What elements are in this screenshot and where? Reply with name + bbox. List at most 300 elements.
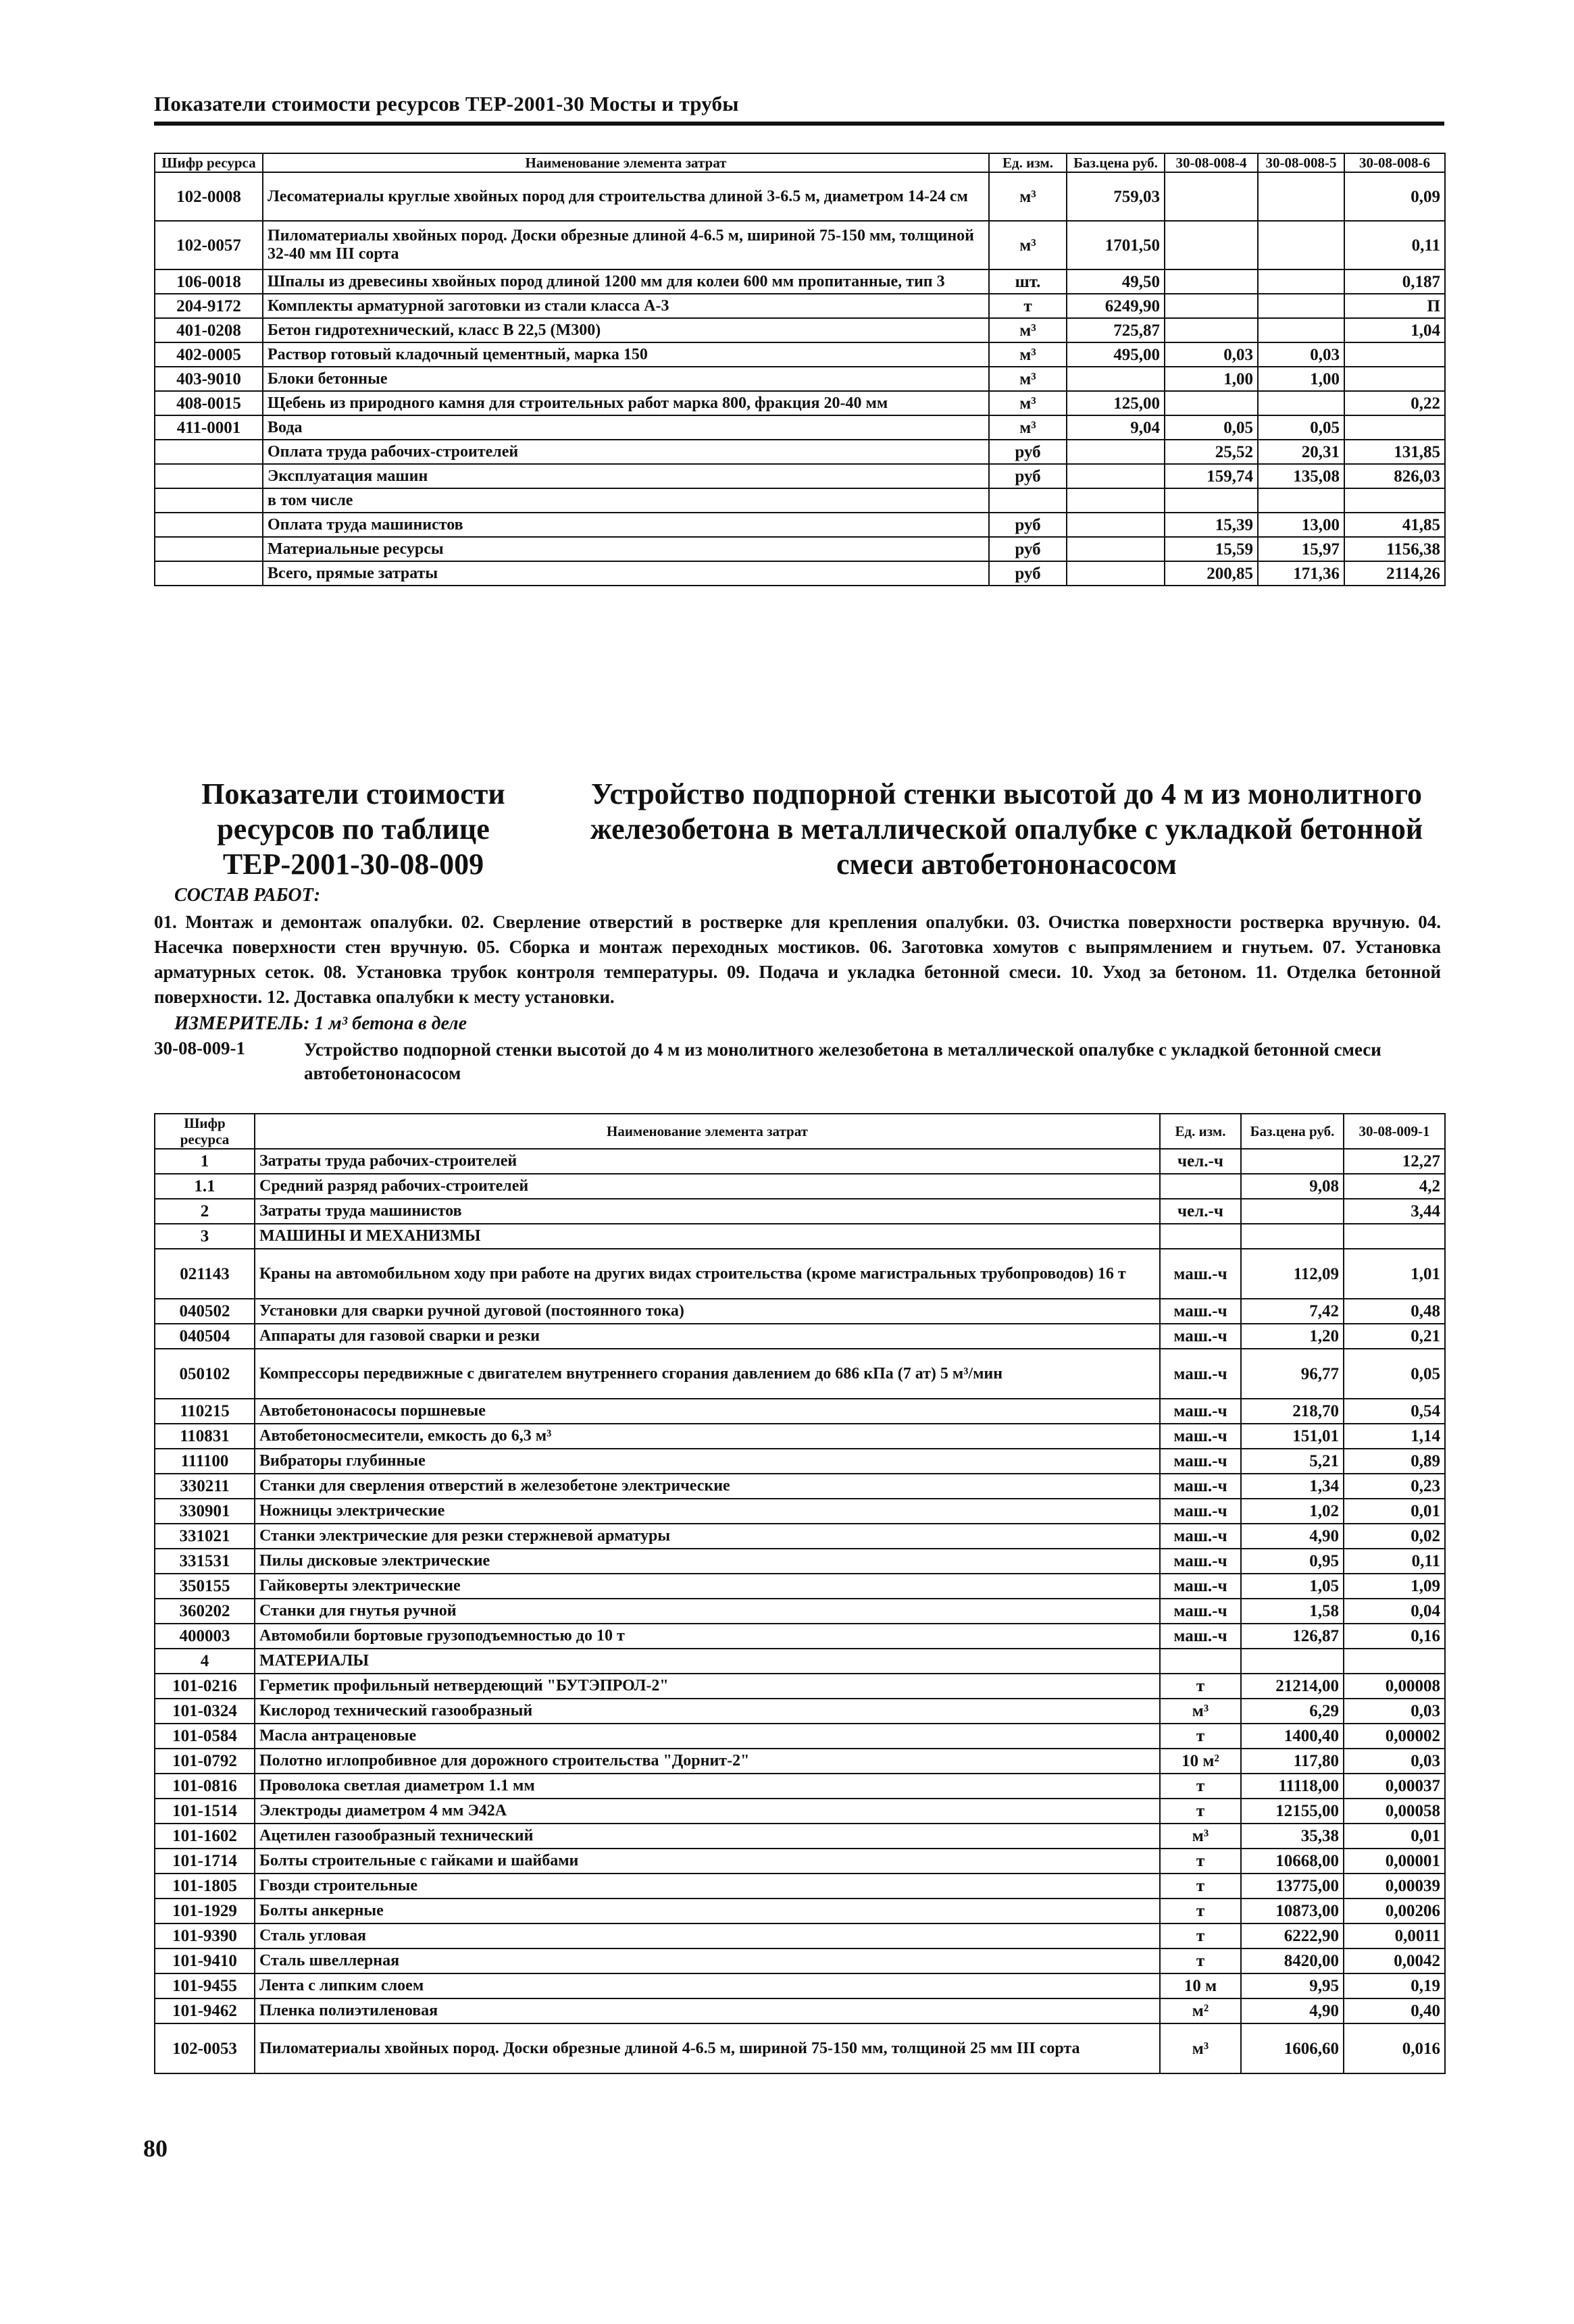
value-cell xyxy=(989,488,1067,513)
value-cell: 0,016 xyxy=(1344,2023,1445,2073)
resource-name-cell: Пилы дисковые электрические xyxy=(255,1549,1160,1574)
resource-code-cell: 040504 xyxy=(155,1324,255,1349)
resource-code-cell: 101-0216 xyxy=(155,1674,255,1699)
resource-code-cell: 330211 xyxy=(155,1474,255,1499)
table-row xyxy=(155,1874,1445,1899)
resource-name-cell: Лента с липким слоем xyxy=(255,1973,1160,1998)
resource-code-cell: 050102 xyxy=(155,1349,255,1399)
value-cell: 11118,00 xyxy=(1241,1774,1344,1799)
page-header: Показатели стоимости ресурсов ТЕР-2001-30 Мосты и трубы xyxy=(154,92,739,115)
value-cell: 0,11 xyxy=(1344,1549,1445,1574)
value-cell: 9,08 xyxy=(1241,1174,1344,1199)
column-header: Шифр ресурса xyxy=(155,153,263,172)
table-row xyxy=(155,537,1445,561)
value-cell: 0,40 xyxy=(1344,1998,1445,2023)
value-cell xyxy=(1241,1149,1344,1174)
value-cell: 0,00008 xyxy=(1344,1674,1445,1699)
resource-name-cell: Ножницы электрические xyxy=(255,1499,1160,1524)
value-cell: 10668,00 xyxy=(1241,1849,1344,1874)
resource-code-cell: 350155 xyxy=(155,1574,255,1599)
resource-name-cell: Полотно иглопробивное для дорожного строительства "Дорнит-2" xyxy=(255,1749,1160,1774)
value-cell xyxy=(1165,318,1258,342)
value-cell: 0,48 xyxy=(1344,1299,1445,1324)
value-cell: 1400,40 xyxy=(1241,1724,1344,1749)
value-cell: маш.-ч xyxy=(1160,1599,1241,1624)
value-cell: маш.-ч xyxy=(1160,1424,1241,1449)
value-cell: 1,00 xyxy=(1165,367,1258,391)
value-cell: 4,90 xyxy=(1241,1998,1344,2023)
value-cell: 125,00 xyxy=(1067,391,1165,415)
value-cell: 9,95 xyxy=(1241,1973,1344,1998)
value-cell: 5,21 xyxy=(1241,1449,1344,1474)
value-cell: 131,85 xyxy=(1344,440,1445,464)
value-cell: 126,87 xyxy=(1241,1624,1344,1649)
column-header: 30-08-008-6 xyxy=(1344,153,1445,172)
table-row xyxy=(155,1199,1445,1224)
value-cell: 41,85 xyxy=(1344,513,1445,537)
table-row xyxy=(155,269,1445,294)
value-cell: 1,14 xyxy=(1344,1424,1445,1449)
resource-code-cell xyxy=(155,488,263,513)
value-cell: м³ xyxy=(989,342,1067,367)
table-row xyxy=(155,1324,1445,1349)
value-cell: 218,70 xyxy=(1241,1399,1344,1424)
resource-code-cell: 101-0324 xyxy=(155,1699,255,1724)
value-cell xyxy=(1258,221,1344,269)
value-cell: 49,50 xyxy=(1067,269,1165,294)
value-cell: 159,74 xyxy=(1165,464,1258,488)
resource-name-cell: Щебень из природного камня для строительных работ марка 800, фракция 20-40 мм xyxy=(263,391,989,415)
table-row xyxy=(155,1724,1445,1749)
table-row xyxy=(155,391,1445,415)
resource-code-cell: 040502 xyxy=(155,1299,255,1324)
value-cell: 1,09 xyxy=(1344,1574,1445,1599)
value-cell: 13,00 xyxy=(1258,513,1344,537)
table-header-row xyxy=(155,1114,1445,1149)
value-cell: 8420,00 xyxy=(1241,1948,1344,1973)
value-cell: 12,27 xyxy=(1344,1149,1445,1174)
value-cell: 15,39 xyxy=(1165,513,1258,537)
table-row xyxy=(155,1424,1445,1449)
resource-code-cell: 1 xyxy=(155,1149,255,1174)
resource-name-cell: Станки электрические для резки стержневой арматуры xyxy=(255,1524,1160,1549)
table-row xyxy=(155,1849,1445,1874)
resource-code-cell: 403-9010 xyxy=(155,367,263,391)
value-cell: маш.-ч xyxy=(1160,1349,1241,1399)
value-cell: маш.-ч xyxy=(1160,1499,1241,1524)
value-cell: 0,03 xyxy=(1344,1699,1445,1724)
table-row xyxy=(155,1399,1445,1424)
value-cell xyxy=(1165,294,1258,318)
resource-code-cell: 2 xyxy=(155,1199,255,1224)
resource-code-cell xyxy=(155,464,263,488)
value-cell: т xyxy=(1160,1899,1241,1923)
table-row xyxy=(155,1299,1445,1324)
value-cell: 21214,00 xyxy=(1241,1674,1344,1699)
table-row xyxy=(155,1749,1445,1774)
resource-name-cell: Электроды диаметром 4 мм Э42А xyxy=(255,1799,1160,1824)
value-cell: 0,95 xyxy=(1241,1549,1344,1574)
value-cell: 1701,50 xyxy=(1067,221,1165,269)
value-cell: 4,2 xyxy=(1344,1174,1445,1199)
value-cell: П xyxy=(1344,294,1445,318)
resource-code-cell: 3 xyxy=(155,1224,255,1249)
table-row xyxy=(155,1899,1445,1923)
resource-code-cell: 101-1929 xyxy=(155,1899,255,1923)
value-cell xyxy=(1241,1199,1344,1224)
value-cell: 6249,90 xyxy=(1067,294,1165,318)
page-number: 80 xyxy=(143,2135,168,2162)
value-cell xyxy=(1160,1649,1241,1674)
value-cell: маш.-ч xyxy=(1160,1549,1241,1574)
value-cell xyxy=(1067,513,1165,537)
value-cell xyxy=(1258,294,1344,318)
column-header: Баз.цена руб. xyxy=(1241,1114,1344,1149)
value-cell xyxy=(1165,172,1258,221)
resource-name-cell: Краны на автомобильном ходу при работе на других видах строительства (кроме магистральных трубопроводов) 16 т xyxy=(255,1249,1160,1299)
value-cell: 0,04 xyxy=(1344,1599,1445,1624)
value-cell: 0,11 xyxy=(1344,221,1445,269)
table-row xyxy=(155,221,1445,269)
value-cell: 0,89 xyxy=(1344,1449,1445,1474)
value-cell: 725,87 xyxy=(1067,318,1165,342)
column-header: Наименование элемента затрат xyxy=(255,1114,1160,1149)
value-cell: 1,34 xyxy=(1241,1474,1344,1499)
value-cell: т xyxy=(1160,1923,1241,1948)
norm-code: 30-08-009-1 xyxy=(154,1038,245,1058)
work-composition-label: СОСТАВ РАБОТ: xyxy=(174,885,321,906)
value-cell: м³ xyxy=(989,415,1067,440)
resource-name-cell: Установки для сварки ручной дуговой (постоянного тока) xyxy=(255,1299,1160,1324)
value-cell: 112,09 xyxy=(1241,1249,1344,1299)
value-cell: 0,03 xyxy=(1165,342,1258,367)
value-cell xyxy=(1067,561,1165,586)
value-cell: 1,05 xyxy=(1241,1574,1344,1599)
value-cell: м³ xyxy=(1160,2023,1241,2073)
value-cell: 151,01 xyxy=(1241,1424,1344,1449)
value-cell: 15,97 xyxy=(1258,537,1344,561)
resource-name-cell: Затраты труда машинистов xyxy=(255,1199,1160,1224)
resource-code-cell: 331021 xyxy=(155,1524,255,1549)
resource-code-cell: 1.1 xyxy=(155,1174,255,1199)
value-cell: м³ xyxy=(989,172,1067,221)
table-row xyxy=(155,1349,1445,1399)
resource-name-cell: Шпалы из древесины хвойных пород длиной 1200 мм для колеи 600 мм пропитанные, тип 3 xyxy=(263,269,989,294)
resource-code-cell: 330901 xyxy=(155,1499,255,1524)
column-header: Ед. изм. xyxy=(989,153,1067,172)
value-cell: 0,03 xyxy=(1344,1749,1445,1774)
column-header: Шифр ресурса xyxy=(155,1114,255,1149)
table-row xyxy=(155,1449,1445,1474)
table-row xyxy=(155,440,1445,464)
value-cell: маш.-ч xyxy=(1160,1399,1241,1424)
resource-code-cell: 402-0005 xyxy=(155,342,263,367)
value-cell: 171,36 xyxy=(1258,561,1344,586)
value-cell xyxy=(1067,464,1165,488)
resource-code-cell xyxy=(155,561,263,586)
resource-name-cell: Болты строительные с гайками и шайбами xyxy=(255,1849,1160,1874)
resource-code-cell xyxy=(155,537,263,561)
resource-name-cell: Бетон гидротехнический, класс В 22,5 (М300) xyxy=(263,318,989,342)
value-cell: 0,02 xyxy=(1344,1524,1445,1549)
value-cell: 9,04 xyxy=(1067,415,1165,440)
value-cell: 10 м² xyxy=(1160,1749,1241,1774)
table-row xyxy=(155,1149,1445,1174)
value-cell xyxy=(1241,1649,1344,1674)
value-cell xyxy=(1258,318,1344,342)
column-header: Ед. изм. xyxy=(1160,1114,1241,1149)
value-cell xyxy=(1344,415,1445,440)
value-cell: маш.-ч xyxy=(1160,1524,1241,1549)
value-cell: м³ xyxy=(1160,1699,1241,1724)
resource-code-cell: 101-9455 xyxy=(155,1973,255,1998)
value-cell: 1,00 xyxy=(1258,367,1344,391)
table-row xyxy=(155,1524,1445,1549)
resource-code-cell xyxy=(155,513,263,537)
column-header: 30-08-009-1 xyxy=(1344,1114,1445,1149)
value-cell: 0,54 xyxy=(1344,1399,1445,1424)
resource-name-cell: Оплата труда машинистов xyxy=(263,513,989,537)
value-cell: 0,16 xyxy=(1344,1624,1445,1649)
table-row xyxy=(155,1923,1445,1948)
value-cell xyxy=(1258,269,1344,294)
table-row xyxy=(155,172,1445,221)
resource-name-cell: Болты анкерные xyxy=(255,1899,1160,1923)
value-cell xyxy=(1344,488,1445,513)
resource-code-cell: 101-1514 xyxy=(155,1799,255,1824)
resource-code-cell: 411-0001 xyxy=(155,415,263,440)
resource-code-cell: 101-0792 xyxy=(155,1749,255,1774)
table-row xyxy=(155,1574,1445,1599)
resource-code-cell: 101-9390 xyxy=(155,1923,255,1948)
value-cell: 3,44 xyxy=(1344,1199,1445,1224)
value-cell: 0,03 xyxy=(1258,342,1344,367)
value-cell: 495,00 xyxy=(1067,342,1165,367)
value-cell: чел.-ч xyxy=(1160,1199,1241,1224)
value-cell: шт. xyxy=(989,269,1067,294)
value-cell: 1,58 xyxy=(1241,1599,1344,1624)
table-row xyxy=(155,367,1445,391)
table-row xyxy=(155,561,1445,586)
value-cell: т xyxy=(1160,1948,1241,1973)
value-cell: маш.-ч xyxy=(1160,1574,1241,1599)
resource-code-cell: 111100 xyxy=(155,1449,255,1474)
resource-name-cell: Пиломатериалы хвойных пород. Доски обрезные длиной 4-6.5 м, шириной 75-150 мм, толщиной 25 мм III сорта xyxy=(255,2023,1160,2073)
work-composition-text: 01. Монтаж и демонтаж опалубки. 02. Сверление отверстий в ростверке для крепления опалубки. 03. Очистка поверхности ростверка вручную. 04. Насечка поверхности стен вручную. 05. Сборка и монтаж переходных мостиков. 06. Заготовка хомутов с выпрямлением и гнутьем. 07. Установка арматурных сеток. 08. Установка трубок контроля температуры. 09. Подача и укладка бетонной смеси. 10. Уход за бетоном. 11. Отделка бетонной поверхности. 12. Доставка опалубки к месту установки. xyxy=(154,912,1441,1007)
value-cell: 0,01 xyxy=(1344,1824,1445,1849)
value-cell xyxy=(1344,1224,1445,1249)
value-cell xyxy=(1160,1224,1241,1249)
resource-code-cell: 106-0018 xyxy=(155,269,263,294)
resource-code-cell: 110831 xyxy=(155,1424,255,1449)
measurement-unit: ИЗМЕРИТЕЛЬ: 1 м³ бетона в деле xyxy=(174,1013,467,1034)
value-cell: т xyxy=(1160,1849,1241,1874)
value-cell xyxy=(1258,488,1344,513)
value-cell: 0,00206 xyxy=(1344,1899,1445,1923)
value-cell: 6222,90 xyxy=(1241,1923,1344,1948)
column-header: Наименование элемента затрат xyxy=(263,153,989,172)
value-cell xyxy=(1160,1174,1241,1199)
resource-code-cell: 101-1805 xyxy=(155,1874,255,1899)
resource-name-cell: Средний разряд рабочих-строителей xyxy=(255,1174,1160,1199)
resource-code-cell: 101-0584 xyxy=(155,1724,255,1749)
resource-code-cell: 408-0015 xyxy=(155,391,263,415)
value-cell xyxy=(1067,537,1165,561)
value-cell xyxy=(1165,269,1258,294)
value-cell: 1606,60 xyxy=(1241,2023,1344,2073)
value-cell: 12155,00 xyxy=(1241,1799,1344,1824)
table-row xyxy=(155,1499,1445,1524)
resource-name-cell: Автобетоносмесители, емкость до 6,3 м³ xyxy=(255,1424,1160,1449)
table-row xyxy=(155,1699,1445,1724)
value-cell xyxy=(1241,1224,1344,1249)
resource-name-cell: Автобетононасосы поршневые xyxy=(255,1399,1160,1424)
value-cell: 0,01 xyxy=(1344,1499,1445,1524)
resource-name-cell: Комплекты арматурной заготовки из стали класса А-3 xyxy=(263,294,989,318)
table-row xyxy=(155,1674,1445,1699)
value-cell: 200,85 xyxy=(1165,561,1258,586)
value-cell xyxy=(1067,367,1165,391)
table-row xyxy=(155,1948,1445,1973)
resource-name-cell: Сталь угловая xyxy=(255,1923,1160,1948)
value-cell: 6,29 xyxy=(1241,1699,1344,1724)
table-row xyxy=(155,488,1445,513)
value-cell: т xyxy=(1160,1674,1241,1699)
resource-name-cell: Раствор готовый кладочный цементный, марка 150 xyxy=(263,342,989,367)
value-cell xyxy=(1344,1649,1445,1674)
value-cell: 117,80 xyxy=(1241,1749,1344,1774)
resource-name-cell: Масла антраценовые xyxy=(255,1724,1160,1749)
value-cell: 0,05 xyxy=(1258,415,1344,440)
resource-name-cell: Эксплуатация машин xyxy=(263,464,989,488)
value-cell: м³ xyxy=(989,318,1067,342)
value-cell: 15,59 xyxy=(1165,537,1258,561)
resource-code-cell: 101-9410 xyxy=(155,1948,255,1973)
resource-name-cell: МАТЕРИАЛЫ xyxy=(255,1649,1160,1674)
value-cell: 0,19 xyxy=(1344,1973,1445,1998)
value-cell: т xyxy=(1160,1874,1241,1899)
resource-code-cell: 021143 xyxy=(155,1249,255,1299)
value-cell: маш.-ч xyxy=(1160,1324,1241,1349)
value-cell: 1156,38 xyxy=(1344,537,1445,561)
resource-name-cell: Аппараты для газовой сварки и резки xyxy=(255,1324,1160,1349)
resource-table-2 xyxy=(154,1113,1446,2074)
resource-name-cell: Автомобили бортовые грузоподъемностью до 10 т xyxy=(255,1624,1160,1649)
table-row xyxy=(155,1224,1445,1249)
value-cell: 10873,00 xyxy=(1241,1899,1344,1923)
value-cell: 0,00039 xyxy=(1344,1874,1445,1899)
resource-name-cell: Затраты труда рабочих-строителей xyxy=(255,1149,1160,1174)
resource-code-cell: 101-0816 xyxy=(155,1774,255,1799)
value-cell: маш.-ч xyxy=(1160,1299,1241,1324)
resource-code-cell: 204-9172 xyxy=(155,294,263,318)
value-cell: маш.-ч xyxy=(1160,1249,1241,1299)
value-cell: 0,23 xyxy=(1344,1474,1445,1499)
resource-name-cell: Проволока светлая диаметром 1.1 мм xyxy=(255,1774,1160,1799)
norm-description: Устройство подпорной стенки высотой до 4 м из монолитного железобетона в металлической опалубке с укладкой бетонной смеси автобетононасосом xyxy=(304,1039,1381,1083)
value-cell xyxy=(1067,440,1165,464)
value-cell: т xyxy=(1160,1799,1241,1824)
value-cell: 20,31 xyxy=(1258,440,1344,464)
table-row xyxy=(155,1649,1445,1674)
resource-code-cell: 401-0208 xyxy=(155,318,263,342)
value-cell: 0,22 xyxy=(1344,391,1445,415)
value-cell: м³ xyxy=(989,367,1067,391)
value-cell: т xyxy=(1160,1774,1241,1799)
value-cell: маш.-ч xyxy=(1160,1474,1241,1499)
resource-name-cell: в том числе xyxy=(263,488,989,513)
value-cell: т xyxy=(1160,1724,1241,1749)
resource-name-cell: Вода xyxy=(263,415,989,440)
resource-name-cell: Ацетилен газообразный технический xyxy=(255,1824,1160,1849)
value-cell: маш.-ч xyxy=(1160,1449,1241,1474)
value-cell: руб xyxy=(989,513,1067,537)
value-cell xyxy=(1165,391,1258,415)
resource-code-cell: 360202 xyxy=(155,1599,255,1624)
table-row xyxy=(155,513,1445,537)
value-cell: 0,05 xyxy=(1344,1349,1445,1399)
table-row xyxy=(155,1824,1445,1849)
resource-name-cell: Блоки бетонные xyxy=(263,367,989,391)
value-cell: м² xyxy=(1160,1998,1241,2023)
resource-code-cell: 101-1714 xyxy=(155,1849,255,1874)
value-cell: 0,00037 xyxy=(1344,1774,1445,1799)
value-cell: т xyxy=(989,294,1067,318)
value-cell: 135,08 xyxy=(1258,464,1344,488)
resource-code-cell xyxy=(155,440,263,464)
value-cell: чел.-ч xyxy=(1160,1149,1241,1174)
section-left-title: Показатели стоимости ресурсов по таблице ТЕР-2001-30-08-009 xyxy=(201,777,505,881)
resource-name-cell: Лесоматериалы круглые хвойных пород для строительства длиной 3-6.5 м, диаметром 14-24 см xyxy=(263,172,989,221)
table-row xyxy=(155,294,1445,318)
value-cell: 1,02 xyxy=(1241,1499,1344,1524)
column-header: 30-08-008-4 xyxy=(1165,153,1258,172)
value-cell: м³ xyxy=(989,391,1067,415)
resource-name-cell: МАШИНЫ И МЕХАНИЗМЫ xyxy=(255,1224,1160,1249)
resource-name-cell: Пленка полиэтиленовая xyxy=(255,1998,1160,2023)
resource-name-cell: Компрессоры передвижные с двигателем внутреннего сгорания давлением до 686 кПа (7 ат) 5 м³/мин xyxy=(255,1349,1160,1399)
value-cell: 0,00001 xyxy=(1344,1849,1445,1874)
resource-name-cell: Материальные ресурсы xyxy=(263,537,989,561)
value-cell: руб xyxy=(989,440,1067,464)
table-row xyxy=(155,1474,1445,1499)
resource-code-cell: 110215 xyxy=(155,1399,255,1424)
value-cell: 0,05 xyxy=(1165,415,1258,440)
value-cell: 0,00002 xyxy=(1344,1724,1445,1749)
header-rule xyxy=(154,122,1444,126)
resource-name-cell: Гайковерты электрические xyxy=(255,1574,1160,1599)
table-row xyxy=(155,1249,1445,1299)
value-cell: м³ xyxy=(1160,1824,1241,1849)
value-cell: 0,187 xyxy=(1344,269,1445,294)
resource-code-cell: 101-1602 xyxy=(155,1824,255,1849)
value-cell: 35,38 xyxy=(1241,1824,1344,1849)
value-cell: 25,52 xyxy=(1165,440,1258,464)
resource-name-cell: Оплата труда рабочих-строителей xyxy=(263,440,989,464)
value-cell: м³ xyxy=(989,221,1067,269)
value-cell: 96,77 xyxy=(1241,1349,1344,1399)
value-cell: 0,0011 xyxy=(1344,1923,1445,1948)
table-row xyxy=(155,1174,1445,1199)
value-cell: 1,01 xyxy=(1344,1249,1445,1299)
table-row xyxy=(155,1799,1445,1824)
table-row xyxy=(155,1998,1445,2023)
value-cell: 826,03 xyxy=(1344,464,1445,488)
column-header: Баз.цена руб. xyxy=(1067,153,1165,172)
value-cell: руб xyxy=(989,464,1067,488)
resource-name-cell: Вибраторы глубинные xyxy=(255,1449,1160,1474)
resource-code-cell: 4 xyxy=(155,1649,255,1674)
